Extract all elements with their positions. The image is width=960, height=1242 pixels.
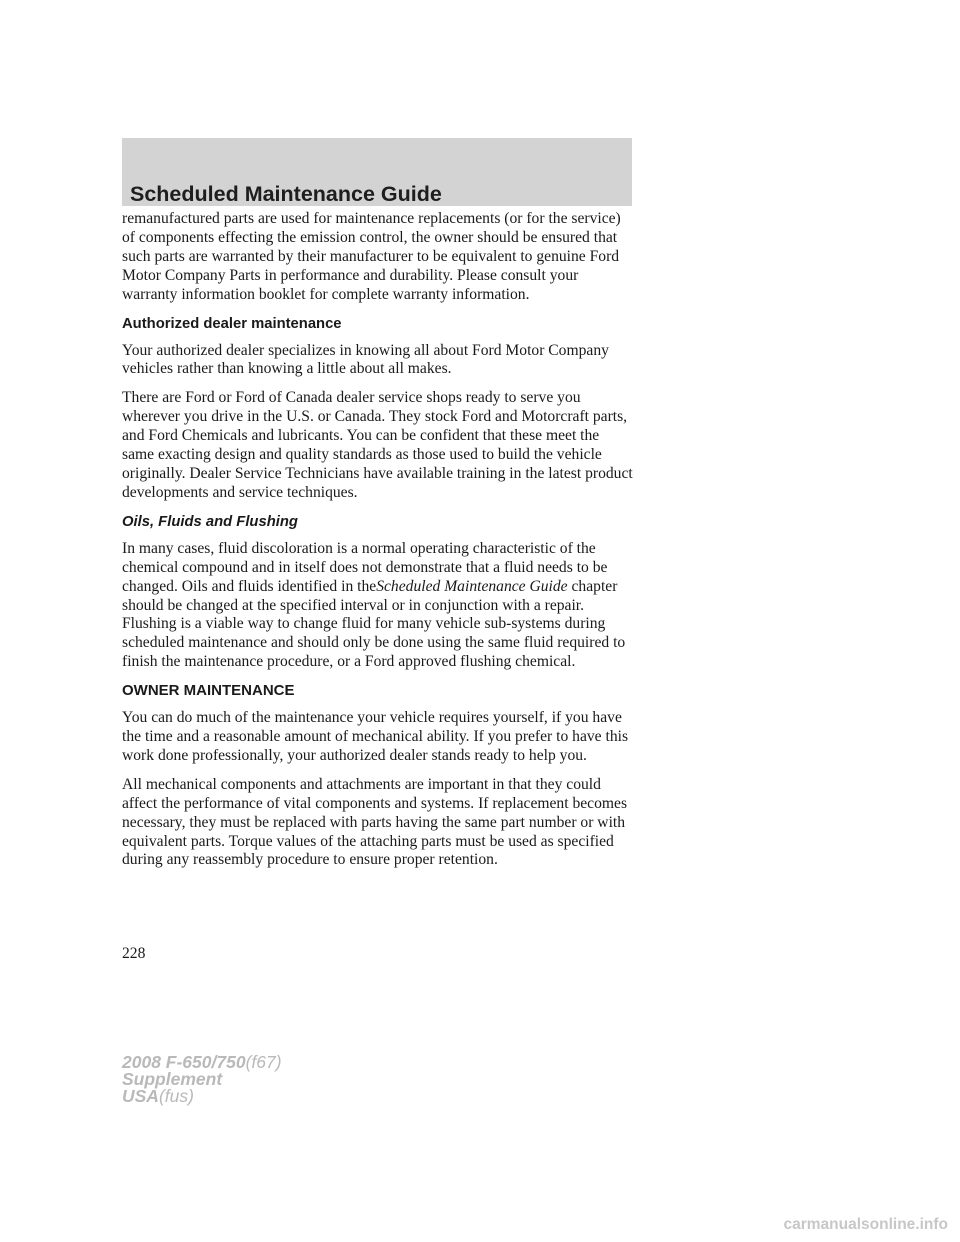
- paragraph-mechanical-components: All mechanical components and attachments are important in that they could affect the performance of vital components and systems. If replacement becomes necessary, they must be replaced with parts having the same part number or with equivalent parts. Torque values of the attaching parts must be used as specified during any reassembly procedure to ensure proper retention.: [122, 775, 628, 869]
- page-number: 228: [122, 945, 146, 962]
- chapter-reference: Scheduled Maintenance Guide: [376, 577, 568, 595]
- footer-model-code: (f67): [245, 1052, 282, 1072]
- heading-authorized-dealer-maintenance: Authorized dealer maintenance: [122, 315, 342, 332]
- paragraph-dealer-service-shops: There are Ford or Ford of Canada dealer service shops ready to serve you wherever you drive in the U.S. or Canada. They stock Ford and Motorcraft parts, and Ford Chemicals and lubricants. You can be confident that these meet the same exacting design and quality standards as those used to build the vehicle originally. Dealer Service Technicians have available training in the latest product developments and service techniques.: [122, 389, 633, 501]
- section-header-band: [122, 138, 632, 206]
- page-content: [122, 210, 634, 880]
- footer-doc-type: Supplement: [122, 1069, 223, 1089]
- footer-model: 2008 F-650/750: [122, 1052, 246, 1072]
- heading-oils-fluids-flushing: Oils, Fluids and Flushing: [122, 513, 298, 530]
- section-title: Scheduled Maintenance Guide: [130, 182, 442, 206]
- fluid-text-part-2: chapter should be changed at the specified interval or in conjunction with a repair. Flushing is a viable way to change fluid for many vehicle sub-systems during scheduled maintenance and should only be done using the same fluid required to finish the maintenance procedure, or a Ford approved flushing chemical.: [122, 577, 626, 671]
- footer-market-line: [122, 1088, 282, 1105]
- footer-market: USA: [122, 1086, 159, 1106]
- document-footer: [122, 1054, 282, 1105]
- paragraph-remanufactured-parts: remanufactured parts are used for maintenance replacements (or for the service) of components effecting the emission control, the owner should be ensured that such parts are warranted by their manufacturer to be equivalent to genuine Ford Motor Company Parts in performance and durability. Please consult your warranty information booklet for complete warranty information.: [122, 210, 621, 303]
- site-watermark: carmanualsonline.info: [783, 1216, 948, 1233]
- fluid-text-part-1: In many cases, fluid discoloration is a normal operating characteristic of the chemical compound and in itself does not demonstrate that a fluid needs to be changed. Oils and fluids identified in the: [122, 539, 608, 595]
- footer-market-code: (fus): [158, 1086, 194, 1106]
- heading-owner-maintenance: OWNER MAINTENANCE: [122, 682, 295, 700]
- paragraph-fluid-discoloration: [122, 540, 634, 672]
- paragraph-do-it-yourself: You can do much of the maintenance your vehicle requires yourself, if you have the time and a reasonable amount of mechanical ability. If you prefer to have this work done professionally, your authorized dealer stands ready to help you.: [122, 709, 629, 764]
- paragraph-dealer-specializes: Your authorized dealer specializes in knowing all about Ford Motor Company vehicles rather than knowing a little about all makes.: [122, 341, 609, 378]
